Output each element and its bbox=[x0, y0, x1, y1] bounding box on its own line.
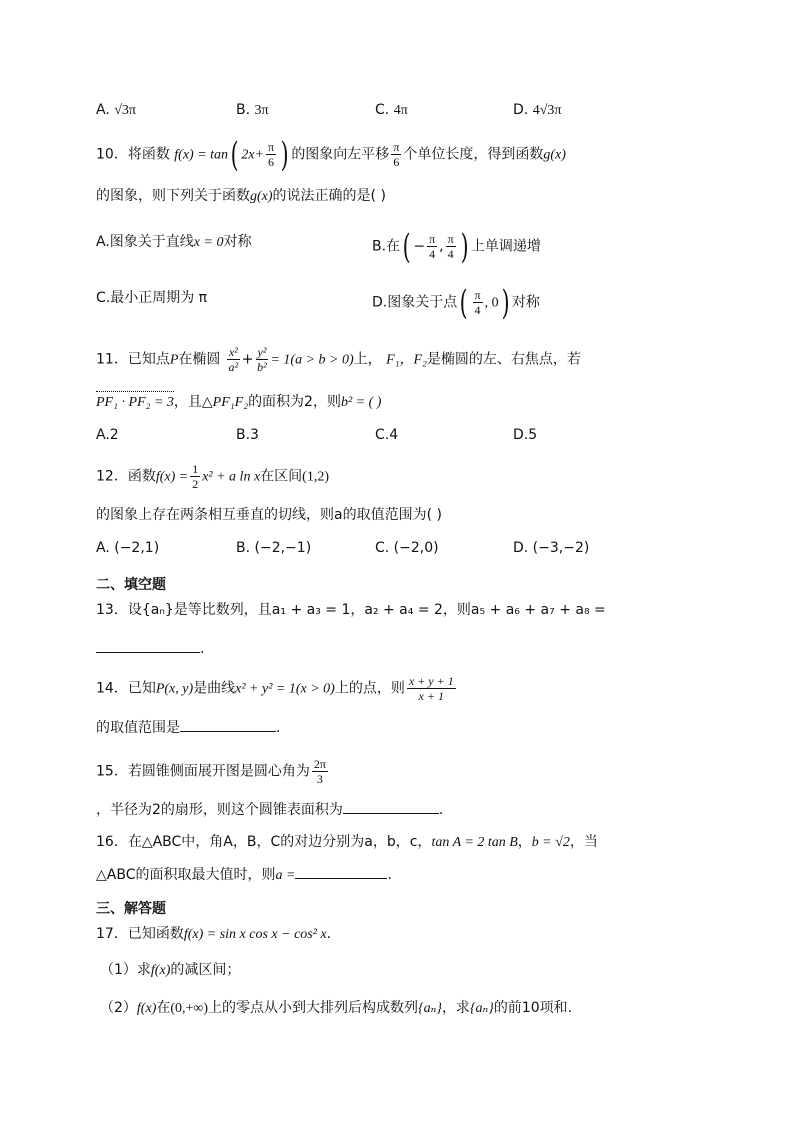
q10-line1: 10．将函数 f(x) = tan( 2x+ $\frac{\pi}{6}$ ) 的图象向左平移 $\frac{\pi}{6}$ 个单位长度，得到函数g(x) bbox=[96, 134, 566, 175]
q10-option-d: D.图象关于点( $\frac{\pi}{4}$ , 0) 对称 bbox=[372, 282, 540, 323]
q14-line2: 的取值范围是 . bbox=[96, 717, 280, 738]
q9-option-c: C. 4π bbox=[375, 102, 408, 118]
q12-line1: 12．函数f(x) = $\frac{1}{2}$ x² + a ln x在区间(1,2) bbox=[96, 462, 329, 491]
q10-option-c: C.最小正周期为 π bbox=[96, 290, 208, 306]
q17-part2: （2）f(x)在(0,+∞)上的零点从小到大排列后构成数列{aₙ}，求{aₙ}的前10项和. bbox=[100, 1000, 573, 1016]
q12-line2: 的图象上存在两条相互垂直的切线，则a的取值范围为( ) bbox=[96, 507, 442, 523]
q14-line1: 14．已知P(x, y)是曲线x² + y² = 1(x > 0)上的点，则 $\frac{x + y + 1}{x + 1}$ bbox=[96, 674, 454, 703]
q9-option-d: D. 4√3π bbox=[513, 102, 562, 118]
q12-option-c: C. (−2,0) bbox=[375, 540, 439, 556]
q9-option-a: A. √3π bbox=[96, 102, 136, 118]
q11-line1: 11．已知点P在椭圆 $\frac{\text{x²}}{\text{a²}}$ + $\frac{\text{y²}}{\text{b²}}$ = 1(a > b > 0)上， F₁，F₂是椭圆的左、右焦点，若 bbox=[96, 345, 581, 374]
q11-option-c: C.4 bbox=[375, 427, 399, 443]
q15-line1: 15．若圆锥侧面展开图是圆心角为 $\frac{2\pi}{3}$ bbox=[96, 757, 326, 786]
q17-part1: （1）求f(x)的减区间； bbox=[100, 962, 241, 978]
q10-line2: 的图象，则下列关于函数g(x)的说法正确的是( ) bbox=[96, 188, 386, 204]
q11-line2: PF₁ · PF₂ = 3，且△PF₁F₂的面积为2，则b² = ( ) bbox=[96, 392, 381, 413]
section-fill-in-heading: 二、填空题 bbox=[96, 577, 166, 593]
q11-option-a: A.2 bbox=[96, 427, 119, 443]
q12-option-d: D. (−3,−2) bbox=[513, 540, 590, 556]
q15-line2: ，半径为2的扇形，则这个圆锥表面积为 . bbox=[96, 799, 443, 820]
q10-option-a: A.图象关于直线x = 0对称 bbox=[96, 234, 252, 250]
q17-line1: 17．已知函数f(x) = sin x cos x − cos² x. bbox=[96, 926, 332, 942]
q10-option-b: B.在( − $\frac{\pi}{4}$ , $\frac{\pi}{4}$ ) 上单调递增 bbox=[372, 226, 541, 267]
q16-line2: △ABC的面积取最大值时，则a = . bbox=[96, 864, 392, 886]
q11-option-b: B.3 bbox=[236, 427, 259, 443]
q12-option-b: B. (−2,−1) bbox=[236, 540, 312, 556]
q13-answer-blank: . bbox=[96, 638, 204, 659]
section-answer-heading: 三、解答题 bbox=[96, 901, 166, 917]
q11-option-d: D.5 bbox=[513, 427, 538, 443]
q16-line1: 16．在△ABC中，角A，B，C的对边分别为a，b，c，tan A = 2 tan B，b = √2，当 bbox=[96, 834, 598, 850]
q13-line1: 13．设{aₙ}是等比数列，且a₁ + a₃ = 1，a₂ + a₄ = 2，则a₅ + a₆ + a₇ + a₈ = bbox=[96, 602, 606, 618]
q9-option-b: B. 3π bbox=[236, 102, 269, 118]
q12-option-a: A. (−2,1) bbox=[96, 540, 160, 556]
